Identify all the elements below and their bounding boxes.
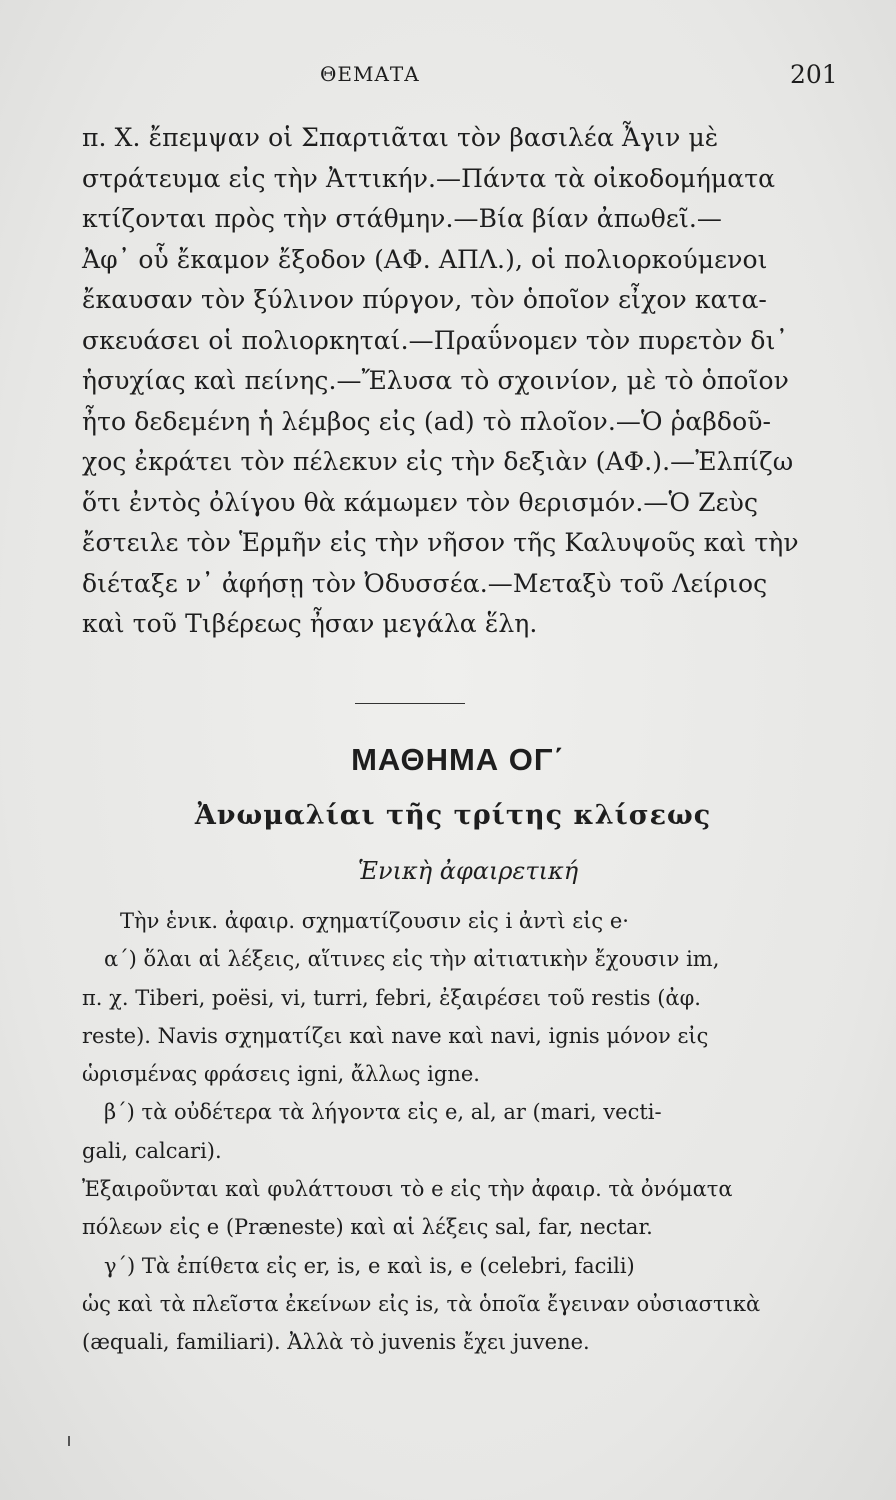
text-line: β΄) τὰ οὐδέτερα τὰ λήγοντα εἰς e, al, ar (mari, vecti- [104,1100,662,1125]
grammar-text [82,902,852,1362]
text-line: ὅτι ἐντὸς ὀλίγου θὰ κάμωμεν τὸν θερισμόν.—Ὁ Ζεὺς [82,487,759,517]
text-line: π. Χ. ἔπεμψαν οἱ Σπαρτιᾶται τὸν βασιλέα Ἆγιν μὲ [82,123,719,152]
text-line: α΄) ὅλαι αἱ λέξεις, αἵτινες εἰς τὴν αἰτιατικὴν ἔχουσιν im, [104,947,720,972]
exercise-text [82,118,852,645]
text-line: πόλεων εἰς e (Præneste) καὶ αἱ λέξεις sal, far, nectar. [82,1215,653,1240]
text-line: Τὴν ἑνικ. ἀφαιρ. σχηματίζουσιν εἰς i ἀντὶ εἰς e· [120,909,629,933]
text-line: ἔκαυσαν τὸν ξύλινον πύργον, τὸν ὁποῖον εἶχον κατα- [82,285,767,314]
text-line: κτίζονται πρὸς τὴν στάθμην.—Βία βίαν ἀπωθεῖ.— [82,204,723,233]
page-header [0,62,896,92]
running-title: ΘΕΜΑΤΑ [320,62,420,86]
section-heading: Ἀνωμαλίαι τῆς τρίτης κλίσεως [194,800,712,831]
text-line: Ἀφ᾽ οὗ ἔκαμον ἔξοδον (ΑΦ. ΑΠΛ.), οἱ πολιορκούμενοι [82,244,768,274]
lesson-title: ΜΑΘΗΜΑ ΟΓ΄ [351,742,565,777]
subheading: Ἑνικὴ ἀφαιρετική [357,857,579,885]
text-line: καὶ τοῦ Τιβέρεως ἦσαν μεγάλα ἕλη. [82,609,538,638]
text-line: Ἐξαιροῦνται καὶ φυλάττουσι τὸ e εἰς τὴν ἀφαιρ. τὰ ὀνόματα [82,1177,733,1202]
text-line: ὡς καὶ τὰ πλεῖστα ἐκείνων εἰς is, τὰ ὁποῖα ἔγειναν οὐσιαστικὰ [82,1291,761,1316]
page-number: 201 [790,60,838,89]
section-divider [355,703,465,704]
text-line: (æquali, familiari). Ἀλλὰ τὸ juvenis ἔχει juvene. [82,1330,590,1355]
text-line: reste). Navis σχηματίζει καὶ nave καὶ navi, ignis μόνον εἰς [82,1023,709,1048]
text-line: γ΄) Τὰ ἐπίθετα εἰς er, is, e καὶ is, e (celebri, facili) [104,1253,635,1278]
text-line: σκευάσει οἱ πολιορκηταί.—Πραΰνομεν τὸν πυρετὸν δι᾽ [82,325,789,355]
ink-speck [68,1436,70,1446]
text-line: ὡρισμένας φράσεις igni, ἄλλως igne. [82,1062,480,1087]
text-line: gali, calcari). [82,1138,222,1163]
text-line: ἡσυχίας καὶ πείνης.—Ἔλυσα τὸ σχοινίον, μὲ τὸ ὁποῖον [82,366,789,395]
text-line: ἦτο δεδεμένη ἡ λέμβος εἰς (ad) τὸ πλοῖον.—Ὁ ῥαβδοῦ- [82,406,772,436]
text-line: διέταξε ν᾽ ἀφήσῃ τὸν Ὀδυσσέα.—Μεταξὺ τοῦ Λείριος [82,568,768,598]
text-line: στράτευμα εἰς τὴν Ἀττικήν.—Πάντα τὰ οἰκοδομήματα [82,163,776,193]
text-line: χος ἐκράτει τὸν πέλεκυν εἰς τὴν δεξιὰν (ΑΦ.).—Ἐλπίζω [82,447,794,476]
text-line: π. χ. Tiberi, poësi, vi, turri, febri, ἐξαιρέσει τοῦ restis (ἀφ. [82,985,701,1010]
text-line: ἔστειλε τὸν Ἑρμῆν εἰς τὴν νῆσον τῆς Καλυψοῦς καὶ τὴν [82,528,799,557]
